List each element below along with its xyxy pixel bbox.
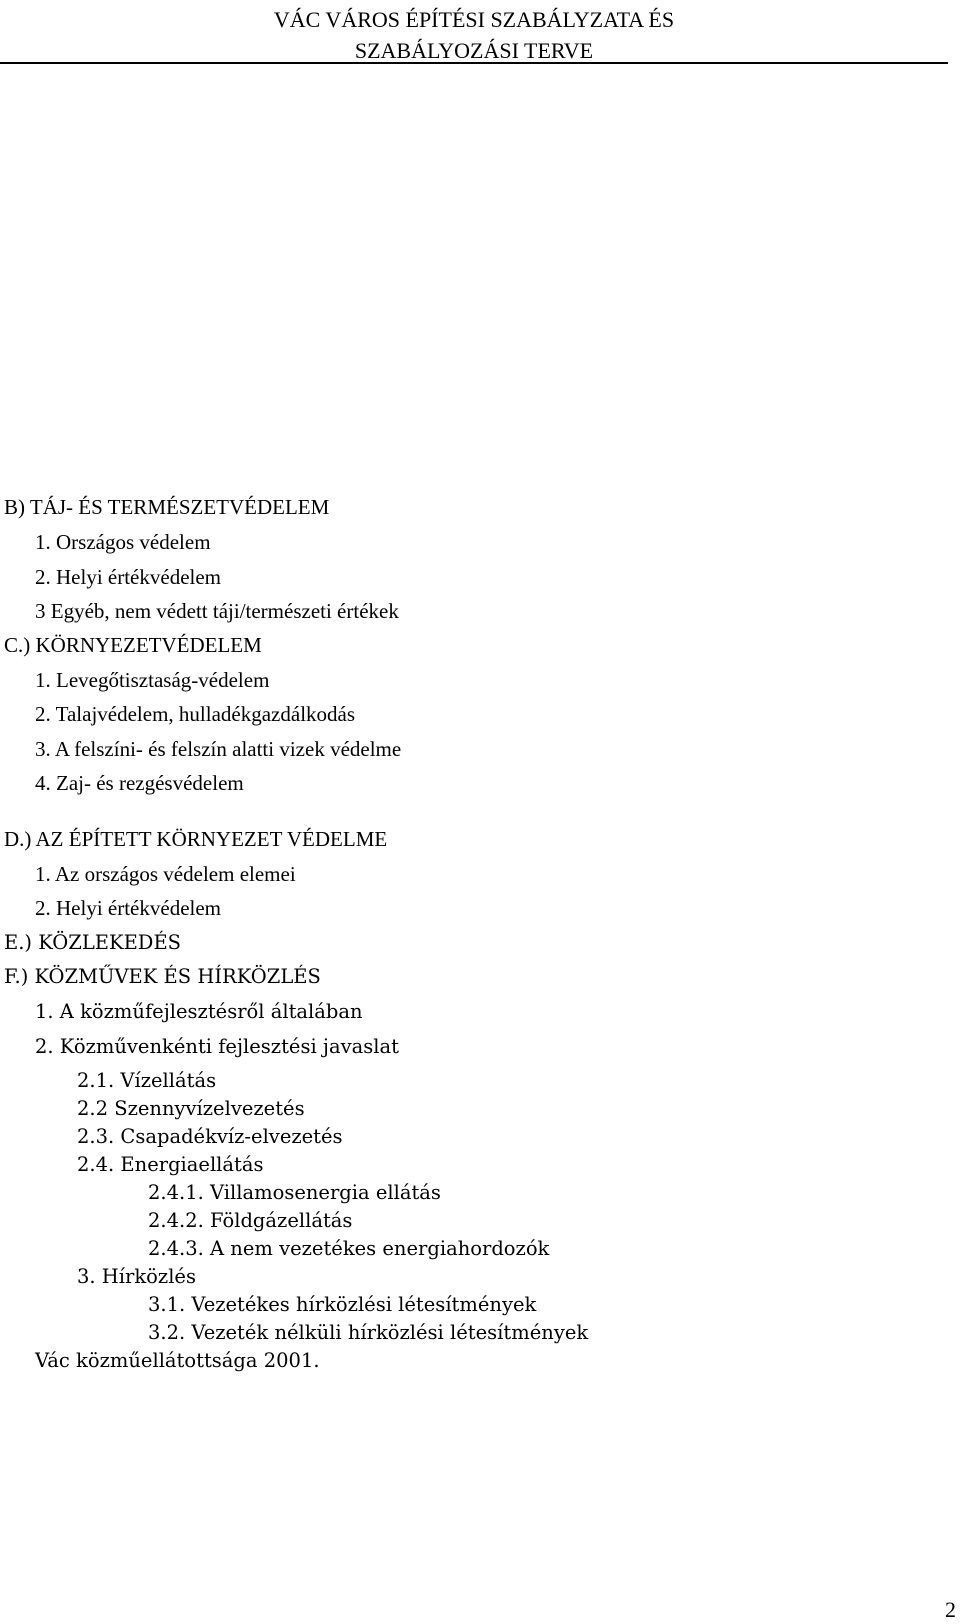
vac-utilities-2001: Vác közműellátottsága 2001.	[35, 1349, 320, 1372]
section-c-item-2: 2. Talajvédelem, hulladékgazdálkodás	[35, 702, 356, 726]
section-f-item-2-2: 2.2 Szennyvízelvezetés	[77, 1097, 305, 1120]
section-c-heading: C.) KÖRNYEZETVÉDELEM	[4, 633, 262, 657]
section-f-item-3-1: 3.1. Vezetékes hírközlési létesítmények	[148, 1293, 537, 1316]
page-number: 2	[945, 1597, 956, 1622]
section-f-item-2-1: 2.1. Vízellátás	[77, 1069, 217, 1092]
section-b-item-1: 1. Országos védelem	[35, 530, 211, 554]
section-b-item-3: 3 Egyéb, nem védett táji/természeti értékek	[35, 599, 399, 623]
section-e-heading: E.) KÖZLEKEDÉS	[4, 931, 182, 954]
section-f-item-2: 2. Közművenkénti fejlesztési javaslat	[35, 1035, 399, 1058]
document-header	[0, 0, 948, 66]
header-title-line-1: VÁC VÁROS ÉPÍTÉSI SZABÁLYZATA ÉS	[273, 7, 675, 32]
header-title-line-2: SZABÁLYOZÁSI TERVE	[354, 38, 594, 63]
section-b-item-2: 2. Helyi értékvédelem	[35, 565, 222, 589]
section-f-item-3: 3. Hírközlés	[77, 1265, 196, 1288]
section-c-item-1: 1. Levegőtisztaság-védelem	[35, 668, 270, 692]
section-f-heading: F.) KÖZMŰVEK ÉS HÍRKÖZLÉS	[4, 965, 321, 988]
section-b-heading: B) TÁJ- ÉS TERMÉSZETVÉDELEM	[4, 495, 330, 519]
header-rule	[0, 62, 948, 64]
section-d-item-2: 2. Helyi értékvédelem	[35, 896, 222, 920]
section-f-item-2-4: 2.4. Energiaellátás	[77, 1153, 264, 1176]
section-d-item-1: 1. Az országos védelem elemei	[35, 862, 296, 886]
section-f-item-2-4-1: 2.4.1. Villamosenergia ellátás	[148, 1181, 441, 1204]
section-f-item-1: 1. A közműfejlesztésről általában	[35, 1000, 363, 1023]
section-f-item-2-4-3: 2.4.3. A nem vezetékes energiahordozók	[148, 1237, 550, 1260]
section-c-item-3: 3. A felszíni- és felszín alatti vizek védelme	[35, 737, 402, 761]
section-f-item-2-3: 2.3. Csapadékvíz-elvezetés	[77, 1125, 343, 1148]
section-d-heading: D.) AZ ÉPÍTETT KÖRNYEZET VÉDELME	[4, 827, 388, 851]
section-c-item-4: 4. Zaj- és rezgésvédelem	[35, 771, 244, 795]
section-f-item-2-4-2: 2.4.2. Földgázellátás	[148, 1209, 353, 1232]
section-f-item-3-2: 3.2. Vezeték nélküli hírközlési létesítmények	[148, 1321, 589, 1344]
